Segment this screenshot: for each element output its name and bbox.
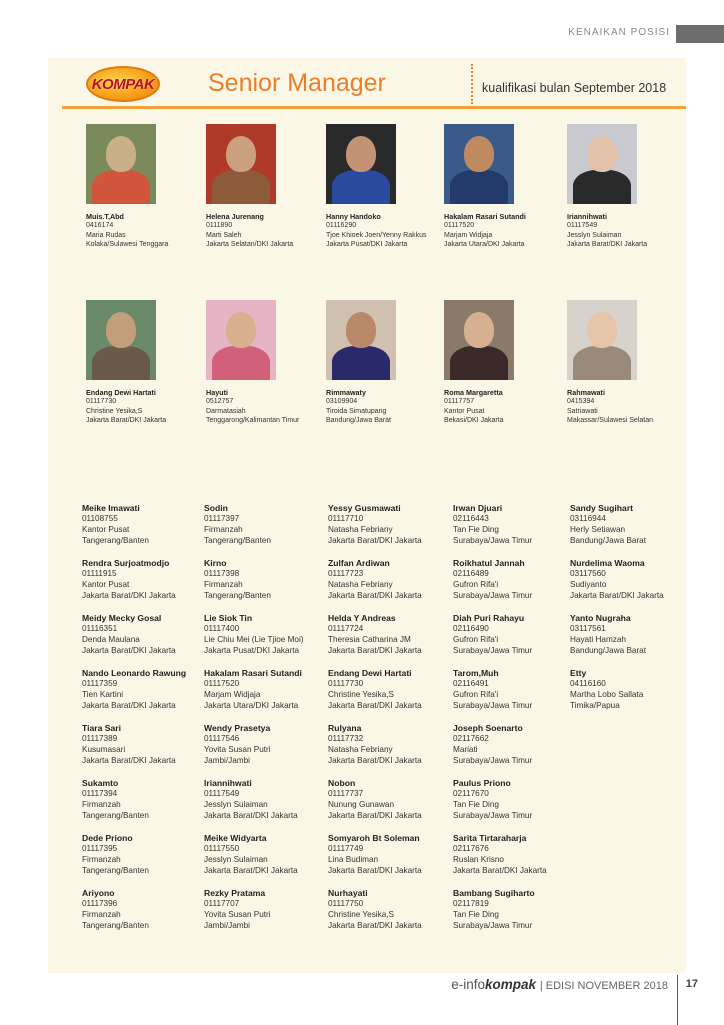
member-sponsor: Kantor Pusat — [444, 407, 485, 415]
member-location: Surabaya/Jawa Timur — [453, 920, 533, 930]
member-name: Diah Puri Rahayu — [453, 613, 525, 623]
member-location: Jakarta Selatan/DKI Jakarta — [206, 241, 294, 248]
member-location: Surabaya/Jawa Timur — [453, 700, 533, 710]
member-location: Jakarta Barat/DKI Jakarta — [328, 590, 422, 600]
member-photo — [567, 124, 637, 204]
member-entry — [204, 833, 328, 888]
member-location: Jakarta Barat/DKI Jakarta — [328, 865, 422, 875]
member-location: Surabaya/Jawa Timur — [453, 645, 533, 655]
member-name: Rendra Surjoatmodjo — [82, 558, 170, 568]
member-location: Kolaka/Sulawesi Tenggara — [86, 241, 169, 248]
member-entry — [82, 613, 206, 668]
member-entry — [453, 833, 577, 888]
kompak-logo: KOMPAK — [86, 66, 160, 102]
member-name: Tiara Sari — [82, 723, 122, 733]
member-location: Tangerang/Banten — [82, 535, 149, 545]
member-code: 01117359 — [82, 679, 118, 688]
member-entry — [204, 888, 328, 943]
section-header-bar — [0, 25, 724, 43]
member-location: Jambi/Jambi — [204, 920, 250, 930]
member-sponsor: Jesslyn Sulaiman — [204, 799, 268, 809]
member-code: 02116443 — [453, 514, 489, 523]
member-name: Ariyono — [82, 888, 115, 898]
member-location: Surabaya/Jawa Timur — [453, 810, 533, 820]
member-sponsor: Christine Yesika,S — [328, 909, 394, 919]
member-name: Wendy Prasetya — [204, 723, 271, 733]
page-title: Senior Manager — [208, 69, 386, 97]
member-name: Hakalam Rasari Sutandi — [444, 212, 526, 221]
member-location: Jakarta Pusat/DKI Jakarta — [326, 241, 408, 248]
member-sponsor: Hayati Hamzah — [570, 634, 626, 644]
page-number: 17 — [685, 978, 698, 990]
member-code: 01117394 — [82, 789, 118, 798]
featured-card — [326, 124, 446, 250]
member-name: Rulyana — [328, 723, 362, 733]
member-code: 01117730 — [328, 679, 364, 688]
member-name: Nurdelima Waoma — [570, 558, 645, 568]
member-column — [82, 503, 206, 943]
member-entry — [204, 558, 328, 613]
member-name: Nobon — [328, 778, 356, 788]
member-sponsor: Natasha Febriany — [328, 744, 393, 754]
member-name: Sarita Tirtaraharja — [453, 833, 527, 843]
member-photo — [206, 300, 276, 380]
member-name: Sandy Sugihart — [570, 503, 634, 513]
member-entry — [204, 503, 328, 558]
member-sponsor: Marjam Widjaja — [444, 231, 493, 239]
member-sponsor: Gufron Rifa'i — [453, 689, 499, 699]
member-column — [453, 503, 577, 943]
member-entry — [82, 723, 206, 778]
member-entry — [204, 613, 328, 668]
member-sponsor: Tien Kartini — [82, 689, 124, 699]
member-entry — [82, 558, 206, 613]
member-sponsor: Christine Yesika,S — [86, 407, 143, 415]
header-divider — [471, 64, 473, 104]
member-location: Jakarta Barat/DKI Jakarta — [204, 810, 298, 820]
member-name: Meike Widyarta — [204, 833, 267, 843]
member-entry — [328, 833, 452, 888]
member-code: 02117676 — [453, 844, 489, 853]
featured-card — [86, 124, 206, 250]
member-entry — [204, 778, 328, 833]
member-name: Somyaroh Bt Soleman — [328, 833, 420, 843]
member-sponsor: Lie Chiu Mei (Lie Tjioe Moi) — [204, 634, 304, 644]
member-entry — [328, 888, 452, 943]
member-sponsor: Denda Maulana — [82, 634, 140, 644]
member-photo — [444, 124, 514, 204]
member-code: 04116160 — [570, 679, 606, 688]
member-sponsor: Tan Fie Ding — [453, 909, 499, 919]
member-sponsor: Yovita Susan Putri — [204, 909, 271, 919]
member-sponsor: Ruslan Krisno — [453, 854, 504, 864]
member-name: Helda Y Andreas — [328, 613, 396, 623]
member-photo — [444, 300, 514, 380]
page-footer — [0, 975, 724, 999]
member-location: Tangerang/Banten — [82, 810, 149, 820]
member-name: Kirno — [204, 558, 227, 568]
member-code: 01117723 — [328, 569, 364, 578]
member-name: Rahmawati — [567, 388, 605, 397]
featured-card — [206, 300, 326, 426]
member-code: 01117757 — [444, 398, 475, 405]
member-location: Jakarta Barat/DKI Jakarta — [453, 865, 547, 875]
member-code: 01117549 — [204, 789, 240, 798]
member-name: Tarom,Muh — [453, 668, 499, 678]
member-name: Yessy Gusmawati — [328, 503, 401, 513]
member-code: 03109904 — [326, 398, 358, 405]
member-code: 01117549 — [567, 222, 598, 229]
member-entry — [453, 723, 577, 778]
member-name: Etty — [570, 668, 587, 678]
featured-card — [444, 300, 564, 426]
footer-brand: e-infokompak | EDISI NOVEMBER 2018 — [451, 977, 668, 992]
featured-card — [444, 124, 564, 250]
member-name: Endang Dewi Hartati — [328, 668, 412, 678]
member-code: 01117398 — [204, 569, 240, 578]
member-location: Jakarta Barat/DKI Jakarta — [328, 645, 422, 655]
member-code: 01117724 — [328, 624, 364, 633]
member-column — [570, 503, 694, 723]
member-code: 0512757 — [206, 398, 234, 405]
member-entry — [204, 723, 328, 778]
member-code: 01108755 — [82, 514, 118, 523]
member-code: 02116489 — [453, 569, 489, 578]
member-name: Hakalam Rasari Sutandi — [204, 668, 302, 678]
member-location: Jakarta Barat/DKI Jakarta — [328, 810, 422, 820]
featured-card — [86, 300, 206, 426]
member-sponsor: Firmanzah — [204, 524, 243, 534]
member-location: Jakarta Barat/DKI Jakarta — [82, 700, 176, 710]
member-name: Iriannihwati — [567, 212, 607, 221]
member-photo — [206, 124, 276, 204]
member-location: Surabaya/Jawa Timur — [453, 535, 533, 545]
qualification-label: kualifikasi bulan September 2018 — [482, 81, 667, 95]
member-entry — [204, 668, 328, 723]
member-location: Bandung/Jawa Barat — [326, 417, 391, 424]
member-location: Jambi/Jambi — [204, 755, 250, 765]
member-entry — [570, 613, 694, 668]
member-sponsor: Sudiyanto — [570, 579, 607, 589]
member-location: Bandung/Jawa Barat — [570, 645, 647, 655]
member-name: Nurhayati — [328, 888, 368, 898]
member-sponsor: Gufron Rifa'i — [453, 579, 499, 589]
member-name: Zulfan Ardiwan — [328, 558, 390, 568]
member-entry — [570, 668, 694, 723]
member-code: 03117560 — [570, 569, 606, 578]
member-entry — [453, 503, 577, 558]
member-sponsor: Kantor Pusat — [82, 524, 130, 534]
member-location: Tangerang/Banten — [204, 535, 271, 545]
member-code: 01117397 — [204, 514, 240, 523]
member-code: 01117710 — [328, 514, 364, 523]
member-entry — [453, 558, 577, 613]
member-sponsor: Natasha Febriany — [328, 524, 393, 534]
member-code: 0111890 — [206, 222, 233, 229]
member-sponsor: Natasha Febriany — [328, 579, 393, 589]
member-code: 01117520 — [444, 222, 475, 229]
section-label: KENAIKAN POSISI — [568, 27, 670, 38]
member-code: 01117395 — [82, 844, 118, 853]
member-name: Irwan Djuari — [453, 503, 503, 513]
member-entry — [82, 888, 206, 943]
member-sponsor: Nunung Gunawan — [328, 799, 395, 809]
member-name: Bambang Sugiharto — [453, 888, 535, 898]
member-location: Tangerang/Banten — [82, 920, 149, 930]
section-tab-bar — [676, 25, 724, 43]
member-location: Jakarta Barat/DKI Jakarta — [204, 865, 298, 875]
member-code: 01117389 — [82, 734, 118, 743]
member-entry — [328, 503, 452, 558]
member-name: Joseph Soenarto — [453, 723, 523, 733]
member-sponsor: Firmanzah — [82, 799, 121, 809]
member-sponsor: Lina Budiman — [328, 854, 379, 864]
member-sponsor: Tiroida Simatupang — [326, 407, 387, 415]
member-sponsor: Firmanzah — [82, 854, 121, 864]
member-entry — [453, 668, 577, 723]
member-location: Jakarta Barat/DKI Jakarta — [82, 590, 176, 600]
member-location: Jakarta Utara/DKI Jakarta — [204, 700, 299, 710]
member-sponsor: Jesslyn Sulaiman — [204, 854, 268, 864]
member-sponsor: Firmanzah — [204, 579, 243, 589]
member-location: Surabaya/Jawa Timur — [453, 590, 533, 600]
member-name: Endang Dewi Hartati — [86, 388, 156, 397]
member-entry — [82, 503, 206, 558]
member-location: Makassar/Sulawesi Selatan — [567, 417, 653, 424]
member-entry — [328, 613, 452, 668]
member-entry — [328, 668, 452, 723]
member-photo — [567, 300, 637, 380]
member-location: Surabaya/Jawa Timur — [453, 755, 533, 765]
member-location: Jakarta Barat/DKI Jakarta — [82, 755, 176, 765]
member-code: 02117819 — [453, 899, 489, 908]
featured-card — [567, 300, 687, 426]
member-name: Sodin — [204, 503, 228, 513]
member-location: Tenggarong/Kalimantan Timur — [206, 417, 300, 424]
member-name: Meike Imawati — [82, 503, 140, 513]
member-location: Bandung/Jawa Barat — [570, 535, 647, 545]
member-entry — [453, 778, 577, 833]
member-name: Lie Siok Tin — [204, 613, 253, 623]
member-entry — [328, 558, 452, 613]
member-sponsor: Yovita Susan Putri — [204, 744, 271, 754]
member-name: Helena Jurenang — [206, 212, 264, 221]
footer-divider — [677, 975, 678, 1025]
header-underline — [62, 106, 686, 109]
member-sponsor: Mariati — [453, 744, 478, 754]
member-sponsor: Kantor Pusat — [82, 579, 130, 589]
member-sponsor: Firmanzah — [82, 909, 121, 919]
member-name: Muis.T,Abd — [86, 212, 124, 221]
member-location: Jakarta Barat/DKI Jakarta — [82, 645, 176, 655]
member-location: Jakarta Barat/DKI Jakarta — [570, 590, 664, 600]
member-code: 01116351 — [82, 624, 118, 633]
member-name: Rezky Pratama — [204, 888, 266, 898]
member-code: 01117707 — [204, 899, 240, 908]
member-sponsor: Marjam Widjaja — [204, 689, 261, 699]
member-sponsor: Maria Rudas — [86, 231, 126, 239]
member-column — [328, 503, 452, 943]
member-location: Jakarta Barat/DKI Jakarta — [328, 700, 422, 710]
member-code: 02116491 — [453, 679, 489, 688]
member-sponsor: Herly Setiawan — [570, 524, 626, 534]
member-location: Jakarta Barat/DKI Jakarta — [328, 920, 422, 930]
member-sponsor: Marti Saleh — [206, 231, 242, 239]
member-entry — [82, 778, 206, 833]
member-code: 02117670 — [453, 789, 489, 798]
member-entry — [328, 778, 452, 833]
member-sponsor: Satriawati — [567, 407, 598, 415]
member-code: 01117550 — [204, 844, 240, 853]
member-entry — [570, 558, 694, 613]
member-name: Iriannihwati — [204, 778, 252, 788]
featured-card — [567, 124, 687, 250]
member-code: 0415394 — [567, 398, 595, 405]
member-entry — [328, 723, 452, 778]
member-sponsor: Tjoe Khioek Joen/Yenny Rakkus — [326, 231, 427, 239]
member-code: 0416174 — [86, 222, 114, 229]
member-location: Tangerang/Banten — [204, 590, 271, 600]
member-photo — [86, 124, 156, 204]
member-location: Jakarta Barat/DKI Jakarta — [328, 535, 422, 545]
member-code: 01116290 — [326, 222, 357, 229]
member-name: Rimmawaty — [326, 388, 366, 397]
member-code: 01117737 — [328, 789, 364, 798]
member-location: Jakarta Barat/DKI Jakarta — [86, 417, 167, 424]
member-location: Tangerang/Banten — [82, 865, 149, 875]
member-sponsor: Gufron Rifa'i — [453, 634, 499, 644]
member-code: 02117662 — [453, 734, 489, 743]
member-name: Roikhatul Jannah — [453, 558, 525, 568]
member-sponsor: Martha Lobo Sallata — [570, 689, 644, 699]
member-location: Jakarta Pusat/DKI Jakarta — [204, 645, 300, 655]
member-name: Sukamto — [82, 778, 119, 788]
member-code: 01117546 — [204, 734, 240, 743]
featured-card — [206, 124, 326, 250]
member-entry — [453, 888, 577, 943]
member-name: Paulus Priono — [453, 778, 511, 788]
member-code: 01111915 — [82, 569, 117, 578]
member-name: Roma Margaretta — [444, 388, 503, 397]
member-entry — [453, 613, 577, 668]
member-code: 01117396 — [82, 899, 118, 908]
member-location: Jakarta Barat/DKI Jakarta — [328, 755, 422, 765]
member-name: Hayuti — [206, 388, 228, 397]
featured-card — [326, 300, 446, 426]
member-name: Yanto Nugraha — [570, 613, 631, 623]
member-photo — [86, 300, 156, 380]
member-sponsor: Tan Fie Ding — [453, 799, 499, 809]
member-location: Bekasi/DKI Jakarta — [444, 417, 504, 424]
member-location: Timika/Papua — [570, 700, 620, 710]
member-sponsor: Tan Fie Ding — [453, 524, 499, 534]
member-column — [204, 503, 328, 943]
member-code: 01117732 — [328, 734, 364, 743]
member-entry — [82, 668, 206, 723]
member-code: 01117750 — [328, 899, 364, 908]
member-code: 01117730 — [86, 398, 117, 405]
member-code: 02116490 — [453, 624, 489, 633]
member-entry — [82, 833, 206, 888]
member-sponsor: Kusumasari — [82, 744, 126, 754]
member-name: Meidy Mecky Gosal — [82, 613, 162, 623]
page-header — [62, 60, 686, 108]
member-code: 01117749 — [328, 844, 364, 853]
member-sponsor: Theresia Catharina JM — [328, 634, 411, 644]
member-name: Dede Priono — [82, 833, 133, 843]
member-code: 03117561 — [570, 624, 606, 633]
member-code: 03116944 — [570, 514, 606, 523]
member-name: Hanny Handoko — [326, 212, 381, 221]
member-photo — [326, 124, 396, 204]
member-name: Nando Leonardo Rawung — [82, 668, 187, 678]
member-sponsor: Jesslyn Sulaiman — [567, 231, 622, 239]
member-photo — [326, 300, 396, 380]
member-sponsor: Darmatasiah — [206, 407, 246, 415]
member-location: Jakarta Barat/DKI Jakarta — [567, 241, 648, 248]
member-sponsor: Christine Yesika,S — [328, 689, 394, 699]
member-code: 01117400 — [204, 624, 240, 633]
member-location: Jakarta Utara/DKI Jakarta — [444, 241, 525, 248]
member-code: 01117520 — [204, 679, 240, 688]
member-entry — [570, 503, 694, 558]
